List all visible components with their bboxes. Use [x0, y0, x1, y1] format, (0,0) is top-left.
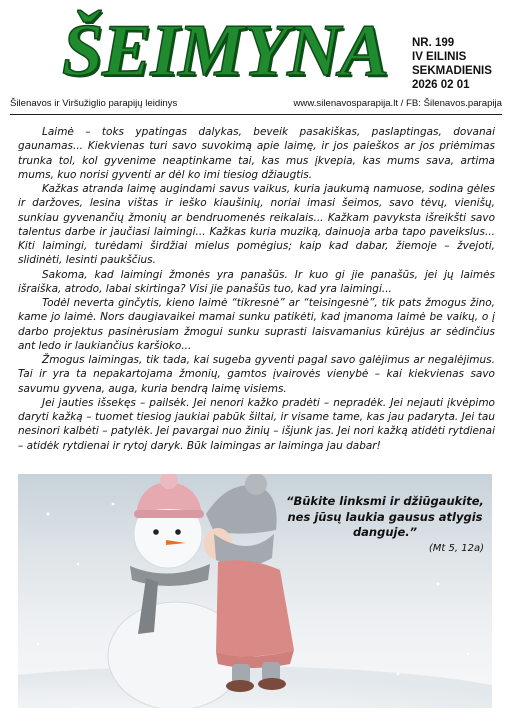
scripture-reference: (Mt 5, 12a) — [428, 543, 484, 554]
article-body — [18, 125, 495, 453]
subtitle-bar — [10, 98, 502, 112]
article-paragraph: Laimė – toks ypatingas dalykas, beveik pasakiškas, paslaptingas, dovanai gaunamas... Kiekvienas turi savo suvokimą apie laimę, ir jos paieškos ar jos priėmimas trunka tol, kol gyvenime neaptinkame tai, kas mus įkvepia, kas mums sava, artima mums, kuo norisi gyventi ar dėl ko imi tiesiog džiaugtis. — [18, 126, 495, 181]
article-paragraph: Sakoma, kad laimingi žmonės yra panašūs. Ir kuo gi jie panašūs, jei jų laimės išraiška, atrodo, labai skirtinga? Visi jie panašūs tuo, kad yra laimingi... — [18, 268, 495, 295]
scripture-quote: “Būkite linksmi ir džiūgaukite, nes jūsų laukia gausus atlygis danguje.” — [286, 494, 484, 539]
header-divider — [10, 114, 502, 115]
article-paragraph: Žmogus laimingas, tik tada, kai sugeba gyventi pagal savo galėjimus ar negalėjimus. Tai ir yra ta nepakartojama žmonių, gamtos įvairovės vienybė – kai kiekvienas savo savumu gyvena, auga, kuria bendrą laimę visiems. — [18, 354, 495, 395]
issue-date: 2026 02 01 — [412, 79, 470, 91]
issue-number: NR. 199 — [412, 37, 455, 49]
masthead-title: ŠEIMYNA — [62, 10, 389, 92]
issue-info — [412, 36, 502, 92]
article-paragraph: Jei jauties išsekęs – pailsėk. Jei nenori kažko pradėti – nepradėk. Jei nejauti įkvėpimo daryti kažką – tuomet tiesiog jaukiai pabūk šiltai, ir visame tame, kas jau padaryta. Jei tau nesinori kalbėti – patylėk. Jei pavargai nuo žinių – išjunk jas. Jei nori kažką atidėti rytdienai – atidėk rytdienai ir rytoj daryk. Būk laimingas ar laiminga jau dabar! — [18, 396, 495, 452]
article-paragraph: Kažkas atranda laimę augindami savus vaikus, kuria jaukumą namuose, sodina gėles ir daržoves, lesina vištas ir ieško kiaušinių, noriai imasi šeimos, savo tėvų, vienišų, sunkiau gyvenančių žmonių ar bendruomenės reikalais... Kažkam pavyksta išreikšti savo talentus darbe ir jaučiasi laimingi... Kažkas kuria muziką, dainuoja arba tapo paveikslus... Kiti laimingi, turėdami širdžiai mielus pomėgius; kaip kad dabar, žiemoje – žvejoti, slidinėti, lesinti paukščius. — [18, 183, 495, 267]
publisher-line: Šilenavos ir Viršužiglio parapijų leidinys — [10, 98, 178, 109]
issue-day: SEKMADIENIS — [412, 65, 492, 77]
article-paragraph: Todėl neverta ginčytis, kieno laimė “tikresnė” ar “teisingesnė”, tik pats žmogus žino, kame jo laimė. Nors daugiavaikei mamai sunku patikėti, kad įmanoma laimė be vaikų, o į darbo projektus pasinėrusiam žmogui sunku suprasti laisvamanius kūrėjus ar sėdinčius ant ledo ir laukiančius karšioko... — [18, 297, 495, 352]
web-line: www.silenavosparapija.lt / FB: Šilenavos.parapija — [293, 98, 502, 109]
issue-type: IV EILINIS — [412, 51, 467, 63]
